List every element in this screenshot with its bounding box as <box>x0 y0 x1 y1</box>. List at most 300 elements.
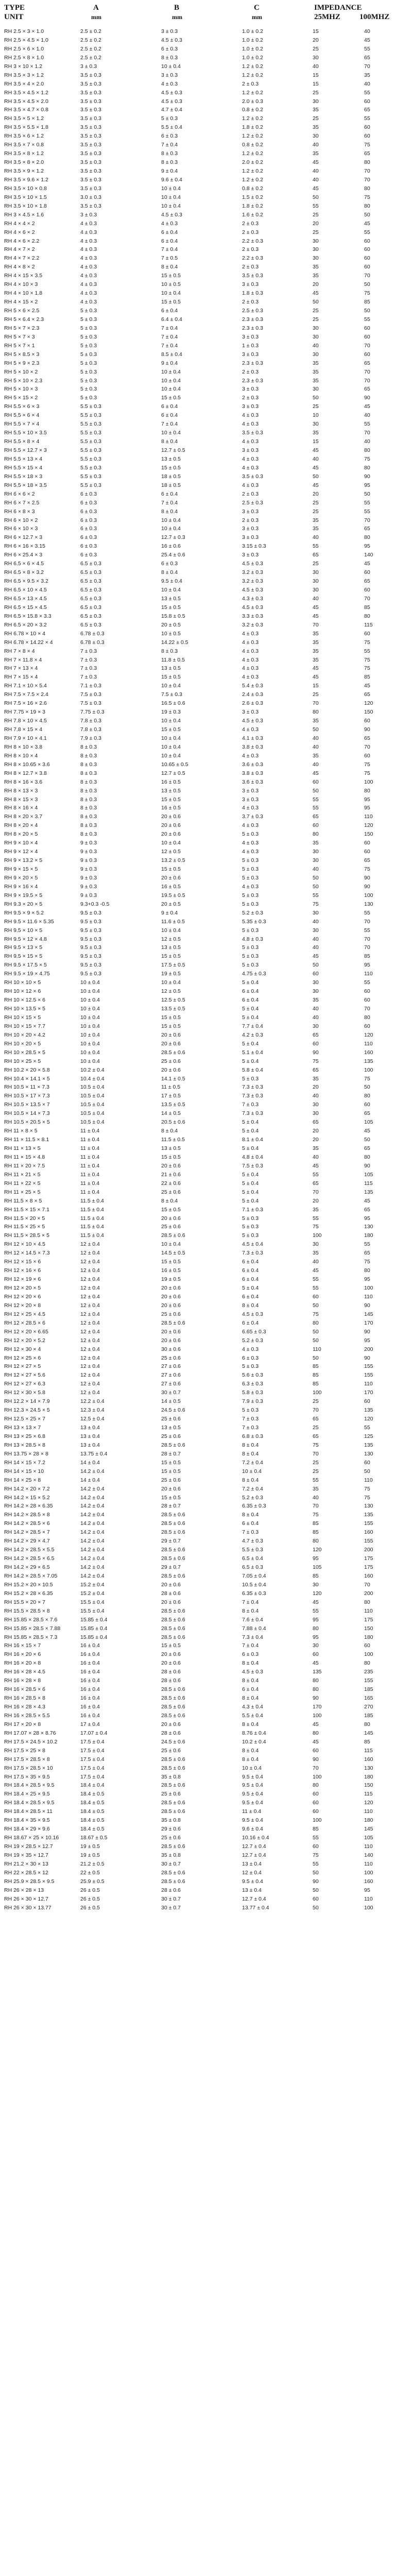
a-cell: 7 ± 0.3 <box>80 656 97 663</box>
table-row <box>0 1075 412 1083</box>
b-cell: 35 ± 0.8 <box>161 1852 181 1858</box>
table-row <box>0 1546 412 1554</box>
type-cell: RH 10 × 20 × 5 <box>4 1040 41 1047</box>
impedance-100mhz-cell: 60 <box>364 849 370 855</box>
a-cell: 15.5 ± 0.4 <box>80 1599 105 1605</box>
impedance-25mhz-cell: 15 <box>313 28 319 35</box>
impedance-100mhz-cell: 170 <box>364 1319 373 1326</box>
type-cell: RH 11 × 25 × 5 <box>4 1189 41 1195</box>
c-cell: 9.5 ± 0.4 <box>242 1773 263 1780</box>
table-row <box>0 1206 412 1214</box>
impedance-100mhz-cell: 80 <box>364 1599 370 1605</box>
type-cell: RH 5 × 6 × 2.5 <box>4 308 40 314</box>
a-cell: 6 ± 0.3 <box>80 543 97 550</box>
table-row <box>0 420 412 429</box>
b-cell: 15 ± 0.5 <box>161 273 181 279</box>
b-cell: 28 ± 0.7 <box>161 1450 181 1457</box>
b-cell: 15 ± 0.5 <box>161 604 181 611</box>
type-cell: RH 14 × 15 × 10 <box>4 1468 44 1475</box>
impedance-100mhz-cell: 175 <box>364 1564 373 1570</box>
c-cell: 4 ± 0.3 <box>242 726 259 733</box>
b-cell: 28.5 ± 0.6 <box>161 1712 185 1719</box>
b-cell: 28 ± 0.7 <box>161 1503 181 1510</box>
impedance-100mhz-cell: 75 <box>364 1075 370 1082</box>
impedance-100mhz-cell: 155 <box>364 1520 373 1527</box>
impedance-25mhz-cell: 30 <box>313 421 319 428</box>
table-row <box>0 298 412 307</box>
table-row <box>0 385 412 394</box>
impedance-100mhz-cell: 110 <box>364 1040 373 1047</box>
table-body <box>0 27 412 1912</box>
a-cell: 5 ± 0.3 <box>80 386 97 393</box>
type-cell: RH 3.5 × 5.5 × 1.8 <box>4 124 48 131</box>
c-cell: 7.7 ± 0.4 <box>242 1023 263 1029</box>
a-cell: 5 ± 0.3 <box>80 360 97 366</box>
b-cell: 6 ± 0.4 <box>161 403 178 410</box>
b-cell: 12 ± 0.5 <box>161 936 181 942</box>
c-cell: 1.2 ± 0.2 <box>242 63 263 70</box>
impedance-25mhz-cell: 45 <box>313 290 319 297</box>
impedance-100mhz-cell: 105 <box>364 1171 373 1178</box>
c-cell: 7 ± 0.3 <box>242 1101 259 1108</box>
impedance-100mhz-cell: 80 <box>364 534 370 541</box>
b-cell: 20 ± 0.6 <box>161 1337 181 1344</box>
table-row <box>0 1581 412 1589</box>
impedance-100mhz-cell: 45 <box>364 683 370 689</box>
type-cell: RH 6.5 × 15.8 × 3.3 <box>4 613 52 619</box>
impedance-25mhz-cell: 120 <box>313 1590 322 1597</box>
impedance-25mhz-cell: 30 <box>313 333 319 340</box>
b-cell: 20 ± 0.6 <box>161 1651 181 1658</box>
table-row <box>0 1441 412 1450</box>
type-cell: RH 8 × 20 × 4 <box>4 822 38 829</box>
b-cell: 6 ± 0.3 <box>161 561 178 567</box>
b-cell: 20 ± 0.6 <box>161 1485 181 1492</box>
impedance-25mhz-cell: 20 <box>313 220 319 227</box>
impedance-100mhz-cell: 80 <box>364 787 370 794</box>
a-cell: 12 ± 0.4 <box>80 1354 100 1361</box>
a-cell: 9.5 ± 0.3 <box>80 909 101 916</box>
a-cell: 8 ± 0.3 <box>80 805 97 811</box>
impedance-25mhz-cell: 60 <box>313 1843 319 1850</box>
a-cell: 12 ± 0.4 <box>80 1302 100 1309</box>
table-row <box>0 455 412 464</box>
impedance-100mhz-cell: 95 <box>364 962 370 969</box>
table-row <box>0 1388 412 1397</box>
a-cell: 14.2 ± 0.4 <box>80 1494 105 1501</box>
type-cell: RH 15.2 × 20 × 10.5 <box>4 1581 53 1588</box>
impedance-100mhz-cell: 70 <box>364 176 370 183</box>
a-cell: 14 ± 0.4 <box>80 1477 100 1483</box>
b-cell: 14.5 ± 0.5 <box>161 1250 185 1257</box>
c-cell: 3 ± 0.3 <box>242 386 259 393</box>
c-cell: 5 ± 0.3 <box>242 927 259 934</box>
table-row <box>0 848 412 856</box>
impedance-25mhz-cell: 60 <box>313 971 319 977</box>
type-cell: RH 13 × 25 × 6.8 <box>4 1433 45 1439</box>
a-cell: 5.5 ± 0.3 <box>80 412 101 419</box>
impedance-25mhz-cell: 40 <box>313 1154 319 1160</box>
impedance-100mhz-cell: 75 <box>364 656 370 663</box>
impedance-25mhz-cell: 45 <box>313 1660 319 1667</box>
impedance-25mhz-cell: 40 <box>313 866 319 872</box>
a-cell: 12 ± 0.4 <box>80 1328 100 1335</box>
type-cell: RH 5 × 10 × 2 <box>4 368 38 375</box>
header-b: B <box>174 4 180 12</box>
table-row <box>0 1179 412 1188</box>
impedance-100mhz-cell: 95 <box>364 1215 370 1222</box>
c-cell: 4.5 ± 0.3 <box>242 587 263 593</box>
a-cell: 2.5 ± 0.2 <box>80 37 101 43</box>
b-cell: 20 ± 0.6 <box>161 1599 181 1605</box>
type-cell: RH 22 × 28.5 × 12 <box>4 1869 48 1876</box>
type-cell: RH 3.5 × 8 × 2.0 <box>4 159 44 166</box>
impedance-25mhz-cell: 45 <box>313 613 319 619</box>
impedance-100mhz-cell: 60 <box>364 325 370 331</box>
table-row <box>0 1406 412 1415</box>
c-cell: 1.2 ± 0.2 <box>242 89 263 96</box>
type-cell: RH 14.2 × 28.5 × 5.5 <box>4 1547 55 1553</box>
b-cell: 14 ± 0.5 <box>161 1398 181 1405</box>
b-cell: 20 ± 0.6 <box>161 1302 181 1309</box>
type-cell: RH 11 × 15 × 4.8 <box>4 1154 45 1160</box>
c-cell: 8 ± 0.4 <box>242 1477 259 1483</box>
table-row <box>0 114 412 123</box>
c-cell: 5 ± 0.3 <box>242 1232 259 1239</box>
c-cell: 8 ± 0.4 <box>242 1756 259 1762</box>
c-cell: 6.5 ± 0.3 <box>242 1564 263 1570</box>
c-cell: 5 ± 0.4 <box>242 1119 259 1126</box>
c-cell: 5 ± 0.3 <box>242 962 259 969</box>
table-row <box>0 638 412 647</box>
a-cell: 14.2 ± 0.4 <box>80 1512 105 1518</box>
impedance-100mhz-cell: 70 <box>364 430 370 436</box>
a-cell: 10.5 ± 0.4 <box>80 1110 105 1117</box>
table-row <box>0 970 412 978</box>
b-cell: 7 ± 0.4 <box>161 325 178 331</box>
type-cell: RH 6 × 10 × 2 <box>4 517 38 523</box>
a-cell: 11 ± 0.4 <box>80 1137 100 1143</box>
type-cell: RH 3.5 × 6 × 1.2 <box>4 133 44 140</box>
type-cell: RH 11.5 × 8 × 5 <box>4 1197 42 1204</box>
type-cell: RH 8 × 10 × 3.8 <box>4 743 43 750</box>
impedance-100mhz-cell: 90 <box>364 1302 370 1309</box>
c-cell: 4.8 ± 0.4 <box>242 1154 263 1160</box>
type-cell: RH 10.5 × 13.5 × 7 <box>4 1101 50 1108</box>
impedance-100mhz-cell: 110 <box>364 1381 373 1387</box>
type-cell: RH 2.5 × 3 × 1.0 <box>4 28 44 35</box>
impedance-100mhz-cell: 60 <box>364 1459 370 1466</box>
a-cell: 3.5 ± 0.3 <box>80 72 101 78</box>
table-row <box>0 1336 412 1345</box>
a-cell: 9 ± 0.3 <box>80 849 97 855</box>
table-row <box>0 952 412 961</box>
c-cell: 5.35 ± 0.3 <box>242 918 266 925</box>
type-cell: RH 8 × 13 × 3 <box>4 787 38 794</box>
table-row <box>0 1258 412 1266</box>
b-cell: 20 ± 0.6 <box>161 1328 181 1335</box>
impedance-100mhz-cell: 70 <box>364 1581 370 1588</box>
c-cell: 4.5 ± 0.3 <box>242 561 263 567</box>
c-cell: 7.3 ± 0.3 <box>242 1084 263 1091</box>
type-cell: RH 7.5 × 16 × 2.6 <box>4 700 47 707</box>
type-cell: RH 6.5 × 8 × 3.2 <box>4 569 44 576</box>
a-cell: 5.5 ± 0.3 <box>80 430 101 436</box>
a-cell: 6 ± 0.3 <box>80 552 97 558</box>
table-row <box>0 1197 412 1206</box>
impedance-25mhz-cell: 75 <box>313 1058 319 1064</box>
b-cell: 16.5 ± 0.6 <box>161 700 185 707</box>
table-row <box>0 516 412 525</box>
c-cell: 5 ± 0.4 <box>242 1171 259 1178</box>
a-cell: 7.5 ± 0.3 <box>80 700 101 707</box>
impedance-25mhz-cell: 105 <box>313 1564 322 1570</box>
table-row <box>0 909 412 918</box>
type-cell: RH 5 × 7 × 1 <box>4 342 35 349</box>
c-cell: 1.2 ± 0.2 <box>242 72 263 78</box>
table-row <box>0 621 412 630</box>
impedance-100mhz-cell: 80 <box>364 202 370 209</box>
impedance-100mhz-cell: 60 <box>364 988 370 995</box>
impedance-100mhz-cell: 45 <box>364 220 370 227</box>
b-cell: 28.5 ± 0.6 <box>161 1555 185 1562</box>
table-row <box>0 1459 412 1467</box>
b-cell: 15.8 ± 0.5 <box>161 613 185 619</box>
impedance-25mhz-cell: 25 <box>313 45 319 52</box>
impedance-100mhz-cell: 110 <box>364 1895 373 1902</box>
table-row <box>0 36 412 45</box>
impedance-100mhz-cell: 65 <box>364 735 370 741</box>
table-row <box>0 865 412 874</box>
type-cell: RH 4 × 6 × 2 <box>4 229 35 235</box>
c-cell: 11 ± 0.4 <box>242 1808 262 1815</box>
c-cell: 2.5 ± 0.3 <box>242 308 263 314</box>
impedance-100mhz-cell: 75 <box>364 142 370 148</box>
c-cell: 7.2 ± 0.4 <box>242 1485 263 1492</box>
type-cell: RH 3.5 × 4.5 × 1.2 <box>4 89 48 96</box>
c-cell: 6 ± 0.4 <box>242 997 259 1004</box>
type-cell: RH 8 × 20 × 3.7 <box>4 814 43 820</box>
table-row <box>0 1284 412 1293</box>
c-cell: 10 ± 0.4 <box>242 1468 262 1475</box>
b-cell: 28.5 ± 0.6 <box>161 1049 185 1056</box>
b-cell: 20.5 ± 0.6 <box>161 1119 185 1126</box>
impedance-25mhz-cell: 45 <box>313 1267 319 1274</box>
a-cell: 9.3+0.3 -0.5 <box>80 901 110 907</box>
impedance-25mhz-cell: 25 <box>313 115 319 122</box>
table-row <box>0 1153 412 1162</box>
impedance-25mhz-cell: 30 <box>313 238 319 244</box>
type-cell: RH 12 × 27 × 6.3 <box>4 1381 45 1387</box>
b-cell: 28.5 ± 0.6 <box>161 1625 185 1632</box>
a-cell: 11.5 ± 0.4 <box>80 1232 104 1239</box>
a-cell: 4 ± 0.3 <box>80 229 97 235</box>
impedance-100mhz-cell: 50 <box>364 1137 370 1143</box>
impedance-25mhz-cell: 55 <box>313 202 319 209</box>
a-cell: 12 ± 0.4 <box>80 1337 100 1344</box>
b-cell: 35 ± 0.8 <box>161 1817 181 1824</box>
type-cell: RH 6 × 10 × 3 <box>4 526 38 532</box>
a-cell: 3.5 ± 0.3 <box>80 80 101 87</box>
impedance-100mhz-cell: 65 <box>364 1250 370 1257</box>
c-cell: 7.3 ± 0.4 <box>242 1634 263 1640</box>
c-cell: 5.4 ± 0.3 <box>242 683 263 689</box>
impedance-25mhz-cell: 45 <box>313 159 319 166</box>
table-row <box>0 1519 412 1528</box>
c-cell: 2 ± 0.3 <box>242 229 259 235</box>
c-cell: 1.2 ± 0.2 <box>242 176 263 183</box>
a-cell: 10.2 ± 0.4 <box>80 1066 105 1073</box>
type-cell: RH 4 × 10 × 3 <box>4 281 38 288</box>
table-row <box>0 918 412 926</box>
impedance-25mhz-cell: 45 <box>313 464 319 471</box>
c-cell: 6 ± 0.4 <box>242 988 259 995</box>
a-cell: 9 ± 0.3 <box>80 874 97 881</box>
impedance-25mhz-cell: 50 <box>313 1354 319 1361</box>
type-cell: RH 5.5 × 6 × 4 <box>4 412 40 419</box>
impedance-25mhz-cell: 55 <box>313 1285 319 1291</box>
c-cell: 1.8 ± 0.2 <box>242 124 263 131</box>
impedance-100mhz-cell: 60 <box>364 630 370 637</box>
type-cell: RH 26 × 30 × 13.77 <box>4 1904 52 1911</box>
c-cell: 5 ± 0.3 <box>242 1075 259 1082</box>
type-cell: RH 3.5 × 5 × 1.2 <box>4 115 44 122</box>
table-row <box>0 394 412 402</box>
a-cell: 11 ± 0.4 <box>80 1180 100 1187</box>
a-cell: 16 ± 0.4 <box>80 1651 100 1658</box>
b-cell: 8 ± 0.4 <box>161 1197 178 1204</box>
impedance-100mhz-cell: 40 <box>364 28 370 35</box>
impedance-100mhz-cell: 45 <box>364 1128 370 1134</box>
impedance-100mhz-cell: 160 <box>364 1572 373 1579</box>
table-row <box>0 560 412 568</box>
a-cell: 9.5 ± 0.3 <box>80 962 101 969</box>
impedance-25mhz-cell: 30 <box>313 255 319 262</box>
b-cell: 15 ± 0.5 <box>161 1206 181 1213</box>
type-cell: RH 6.5 × 13 × 4.5 <box>4 595 47 602</box>
impedance-100mhz-cell: 110 <box>364 971 373 977</box>
table-row <box>0 1450 412 1459</box>
table-row <box>0 1083 412 1092</box>
table-row <box>0 708 412 717</box>
c-cell: 5.5 ± 0.3 <box>242 1547 263 1553</box>
impedance-100mhz-cell: 110 <box>364 1293 373 1300</box>
impedance-25mhz-cell: 60 <box>313 1808 319 1815</box>
type-cell: RH 5.5 × 12.7 × 3 <box>4 447 47 453</box>
table-row <box>0 1136 412 1144</box>
impedance-100mhz-cell: 45 <box>364 561 370 567</box>
impedance-100mhz-cell: 200 <box>364 1547 373 1553</box>
c-cell: 4 ± 0.3 <box>242 639 259 646</box>
a-cell: 12 ± 0.4 <box>80 1319 100 1326</box>
c-cell: 3.7 ± 0.3 <box>242 814 263 820</box>
a-cell: 26 ± 0.5 <box>80 1887 100 1893</box>
c-cell: 4.7 ± 0.3 <box>242 1538 263 1545</box>
a-cell: 3.5 ± 0.3 <box>80 98 101 105</box>
table-row <box>0 289 412 298</box>
impedance-100mhz-cell: 75 <box>364 1494 370 1501</box>
a-cell: 10 ± 0.4 <box>80 1040 100 1047</box>
impedance-100mhz-cell: 70 <box>364 63 370 70</box>
table-row <box>0 45 412 54</box>
type-cell: RH 8 × 10.65 × 3.6 <box>4 761 50 768</box>
a-cell: 3.5 ± 0.3 <box>80 150 101 157</box>
impedance-100mhz-cell: 145 <box>364 1730 373 1736</box>
a-cell: 12 ± 0.4 <box>80 1381 100 1387</box>
type-cell: RH 17.5 × 28.5 × 10 <box>4 1765 53 1771</box>
a-cell: 6.5 ± 0.3 <box>80 561 101 567</box>
a-cell: 12.5 ± 0.4 <box>80 1416 105 1422</box>
table-row <box>0 900 412 909</box>
a-cell: 17.5 ± 0.4 <box>80 1773 105 1780</box>
impedance-25mhz-cell: 100 <box>313 1817 322 1824</box>
impedance-100mhz-cell: 60 <box>364 840 370 846</box>
type-cell: RH 16 × 20 × 6 <box>4 1651 41 1658</box>
type-cell: RH 5 × 6.4 × 2.3 <box>4 316 44 323</box>
type-cell: RH 14.2 × 29 × 4.7 <box>4 1538 50 1545</box>
type-cell: RH 14.2 × 20 × 7.2 <box>4 1485 50 1492</box>
a-cell: 10.5 ± 0.4 <box>80 1101 105 1108</box>
table-row <box>0 1057 412 1066</box>
impedance-25mhz-cell: 50 <box>313 787 319 794</box>
type-cell: RH 3.5 × 4 × 2.0 <box>4 80 44 87</box>
impedance-25mhz-cell: 20 <box>313 281 319 288</box>
b-cell: 20 ± 0.6 <box>161 1660 181 1667</box>
b-cell: 13 ± 0.5 <box>161 1145 181 1151</box>
impedance-100mhz-cell: 65 <box>364 1206 370 1213</box>
impedance-100mhz-cell: 75 <box>364 194 370 200</box>
b-cell: 13.5 ± 0.5 <box>161 1006 185 1012</box>
impedance-100mhz-cell: 70 <box>364 368 370 375</box>
a-cell: 17 ± 0.4 <box>80 1721 100 1727</box>
c-cell: 4.5 ± 0.3 <box>242 718 263 724</box>
a-cell: 6 ± 0.3 <box>80 534 97 541</box>
a-cell: 12 ± 0.4 <box>80 1346 100 1352</box>
b-cell: 24.5 ± 0.6 <box>161 1407 185 1414</box>
b-cell: 20 ± 0.6 <box>161 1581 181 1588</box>
table-row <box>0 1694 412 1703</box>
a-cell: 6 ± 0.3 <box>80 499 97 506</box>
b-cell: 9.6 ± 0.4 <box>161 176 182 183</box>
table-row <box>0 1144 412 1153</box>
impedance-100mhz-cell: 60 <box>364 98 370 105</box>
type-cell: RH 3.5 × 8 × 1.2 <box>4 150 44 157</box>
impedance-25mhz-cell: 25 <box>313 499 319 506</box>
c-cell: 5.6 ± 0.3 <box>242 1372 263 1379</box>
a-cell: 10 ± 0.4 <box>80 1023 100 1029</box>
c-cell: 12.7 ± 0.4 <box>242 1895 266 1902</box>
table-row <box>0 1773 412 1782</box>
impedance-25mhz-cell: 40 <box>313 455 319 462</box>
type-cell: RH 18.4 × 29 × 9.6 <box>4 1826 50 1833</box>
impedance-25mhz-cell: 50 <box>313 1904 319 1911</box>
a-cell: 7.9 ± 0.3 <box>80 735 101 741</box>
impedance-100mhz-cell: 85 <box>364 953 370 960</box>
b-cell: 22 ± 0.6 <box>161 1180 181 1187</box>
c-cell: 10.2 ± 0.4 <box>242 1738 266 1745</box>
impedance-25mhz-cell: 25 <box>313 508 319 515</box>
header-type: TYPE <box>4 4 25 12</box>
impedance-100mhz-cell: 50 <box>364 1468 370 1475</box>
table-row <box>0 80 412 89</box>
type-cell: RH 4 × 15 × 3.5 <box>4 273 43 279</box>
b-cell: 28 ± 0.6 <box>161 1677 181 1684</box>
impedance-100mhz-cell: 90 <box>364 1328 370 1335</box>
a-cell: 12 ± 0.4 <box>80 1372 100 1379</box>
impedance-100mhz-cell: 100 <box>364 778 373 785</box>
impedance-100mhz-cell: 45 <box>364 1197 370 1204</box>
type-cell: RH 14.2 × 28.5 × 6 <box>4 1520 50 1527</box>
